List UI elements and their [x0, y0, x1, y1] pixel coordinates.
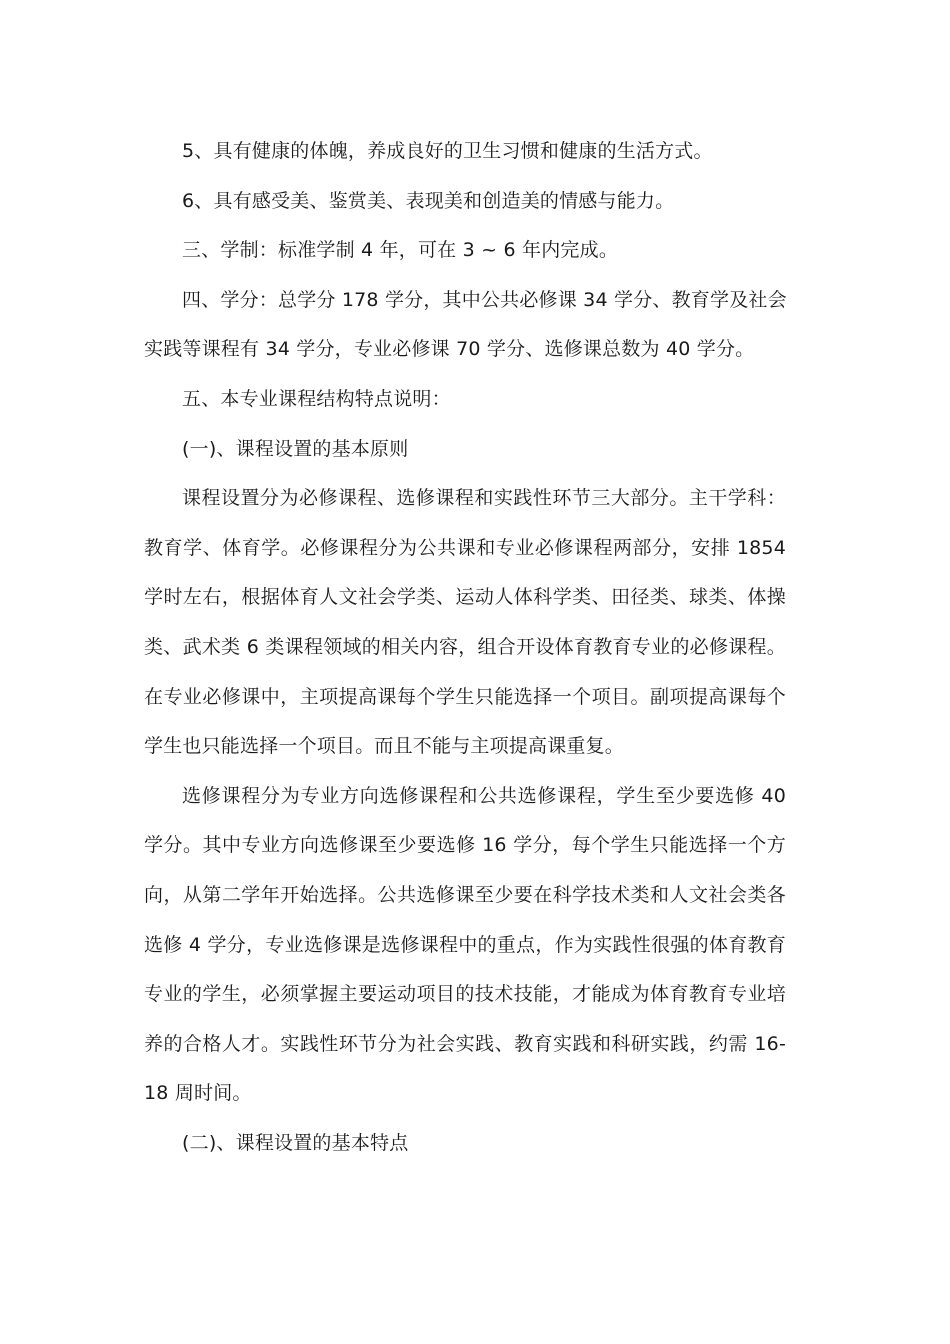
heading-text: 五、本专业课程结构特点说明： [182, 387, 451, 410]
paragraph-line: 实践等课程有 34 学分，专业必修课 70 学分、选修课总数为 40 学分。 [144, 338, 755, 361]
paragraph-schooling-system [144, 226, 786, 276]
paragraph-line: 选修 4 学分，专业选修课是选修课程中的重点，作为实践性很强的体育教育 [144, 933, 786, 956]
subsection-heading-basic-features [144, 1119, 786, 1169]
paragraph-line: 专业的学生，必须掌握主要运动项目的技术技能，才能成为体育教育专业培 [144, 983, 786, 1006]
subsection-heading-basic-principles [144, 425, 786, 475]
paragraph-line: 养的合格人才。实践性环节分为社会实践、教育实践和科研实践，约需 16- [144, 1032, 786, 1055]
paragraph-text: 6、具有感受美、鉴赏美、表现美和创造美的情感与能力。 [182, 189, 675, 212]
heading-text: (二)、课程设置的基本特点 [182, 1131, 409, 1154]
paragraph-line: 选修课程分为专业方向选修课程和公共选修课程，学生至少要选修 40 [182, 784, 786, 807]
paragraph-line: 向，从第二学年开始选择。公共选修课至少要在科学技术类和人文社会类各 [144, 883, 786, 906]
paragraph-line: 在专业必修课中，主项提高课每个学生只能选择一个项目。副项提高课每个 [144, 685, 786, 708]
paragraph-text: 三、学制：标准学制 4 年，可在 3 ~ 6 年内完成。 [182, 239, 619, 262]
paragraph-line: 课程设置分为必修课程、选修课程和实践性环节三大部分。主干学科： [182, 487, 786, 510]
paragraph-line: 18 周时间。 [144, 1082, 252, 1105]
paragraph-course-setup [144, 474, 786, 772]
paragraph-line: 学生也只能选择一个项目。而且不能与主项提高课重复。 [144, 735, 625, 758]
paragraph-text: 5、具有健康的体魄，养成良好的卫生习惯和健康的生活方式。 [182, 140, 713, 162]
heading-text: (一)、课程设置的基本原则 [182, 437, 409, 460]
paragraph-electives [144, 772, 786, 1119]
paragraph-aesthetics [144, 177, 786, 227]
paragraph-line: 教育学、体育学。必修课程分为公共课和专业必修课程两部分，安排 1854 [144, 536, 786, 559]
paragraph-line: 类、武术类 6 类课程领域的相关内容，组合开设体育教育专业的必修课程。 [144, 635, 786, 658]
document-body [144, 127, 786, 1168]
paragraph-line: 学分。其中专业方向选修课至少要选修 16 学分，每个学生只能选择一个方 [144, 834, 786, 857]
paragraph-health [144, 127, 786, 177]
paragraph-line: 四、学分：总学分 178 学分，其中公共必修课 34 学分、教育学及社会 [182, 288, 787, 311]
paragraph-line: 学时左右，根据体育人文社会学类、运动人体科学类、田径类、球类、体操 [144, 586, 786, 609]
paragraph-credits [144, 276, 786, 375]
section-heading-curriculum-structure [144, 375, 786, 425]
